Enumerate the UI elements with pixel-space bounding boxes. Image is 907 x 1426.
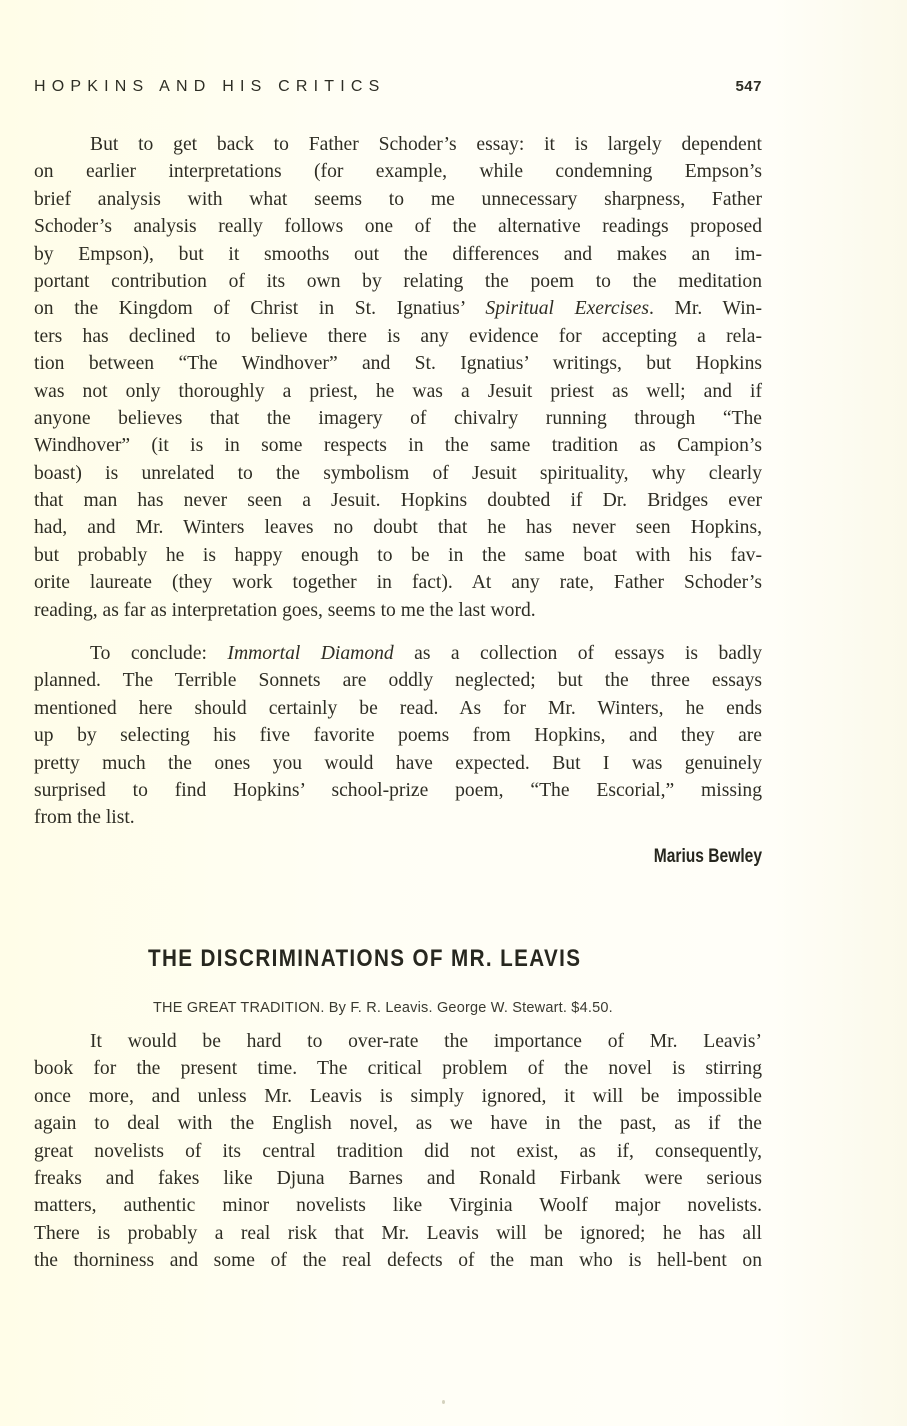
text-line: that man has never seen a Jesuit. Hopkins doubted if Dr. Bridges ever [34,490,762,512]
text-line: but probably he is happy enough to be in the same boat with his fav- [34,544,762,566]
author-signature: Marius Bewley [653,846,762,867]
text-line: book for the present time. The critical problem of the novel is stirring [34,1058,762,1080]
text-line: There is probably a real risk that Mr. Leavis will be ignored; he has all [34,1222,762,1244]
text-line: freaks and fakes like Djuna Barnes and Ronald Firbank were serious [34,1167,762,1189]
text-line: Windhover” (it is in some respects in the same tradition as Campion’s [34,435,762,457]
text-line: reading, as far as interpretation goes, seems to me the last word. [34,599,536,621]
paragraph-conclusion [34,640,762,832]
text-line: anyone believes that the imagery of chivalry running through “The [34,407,762,429]
text-line: mentioned here should certainly be read. As for Mr. Winters, he ends [34,697,762,719]
text-line: the thorniness and some of the real defects of the man who is hell-bent on [34,1250,762,1272]
text-line: by Empson), but it smooths out the differences and makes an im- [34,243,762,265]
running-title: HOPKINS AND HIS CRITICS [34,78,386,95]
text-line: great novelists of its central tradition did not exist, as if, consequently, [34,1140,762,1162]
text-line: ters has declined to believe there is any evidence for accepting a rela- [34,325,762,347]
text-line: portant contribution of its own by relating the poem to the meditation [34,270,762,292]
text-line: on earlier interpretations (for example, while condemning Empson’s [34,161,762,183]
text-segment: . Mr. Win- [648,298,762,320]
paragraph-leavis-review [34,1028,762,1275]
text-segment: To conclude: [90,643,228,664]
text-line: tion between “The Windhover” and St. Ignatius’ writings, but Hopkins [34,353,762,375]
text-segment: on the Kingdom of Christ in St. Ignatius’ [34,298,486,320]
text-line: from the list. [34,807,135,829]
review-title: THE DISCRIMINATIONS OF MR. LEAVIS [148,945,582,972]
text-segment: as a collection of essays is badly [393,643,762,664]
page-number: 547 [735,78,762,95]
text-line: pretty much the ones you would have expected. But I was genuinely [34,752,762,774]
text-line: But to get back to Father Schoder’s essay: it is largely dependent [90,134,762,155]
text-line: It would be hard to over-rate the importance of Mr. Leavis’ [90,1031,762,1052]
text-line: was not only thoroughly a priest, he was a Jesuit priest as well; and if [34,380,762,402]
running-header [34,78,762,96]
text-line-with-title [34,295,762,322]
book-title-immortal-diamond: Immortal Diamond [227,643,394,664]
print-speck [442,1400,445,1404]
text-line: surprised to find Hopkins’ school-prize poem, “The Escorial,” missing [34,779,762,801]
text-line: boast) is unrelated to the symbolism of Jesuit spirituality, why clearly [34,462,762,484]
text-line: brief analysis with what seems to me unnecessary sharpness, Father [34,188,762,210]
book-title-spiritual-exercises: Spiritual Exercises [485,298,649,320]
text-line-with-title [34,640,762,667]
paragraph-schoder-essay [34,131,762,624]
text-line: again to deal with the English novel, as we have in the past, as if the [34,1113,762,1135]
text-line: up by selecting his five favorite poems from Hopkins, and they are [34,725,762,747]
text-line: orite laureate (they work together in fact). At any rate, Father Schoder’s [34,572,762,594]
text-line: planned. The Terrible Sonnets are oddly neglected; but the three essays [34,670,762,692]
text-line: matters, authentic minor novelists like Virginia Woolf major novelists. [34,1195,762,1217]
text-line: had, and Mr. Winters leaves no doubt that he has never seen Hopkins, [34,517,762,539]
text-line: once more, and unless Mr. Leavis is simply ignored, it will be impossible [34,1085,762,1107]
text-line: Schoder’s analysis really follows one of the alternative readings proposed [34,216,762,238]
book-citation: THE GREAT TRADITION. By F. R. Leavis. George W. Stewart. $4.50. [153,1000,613,1016]
